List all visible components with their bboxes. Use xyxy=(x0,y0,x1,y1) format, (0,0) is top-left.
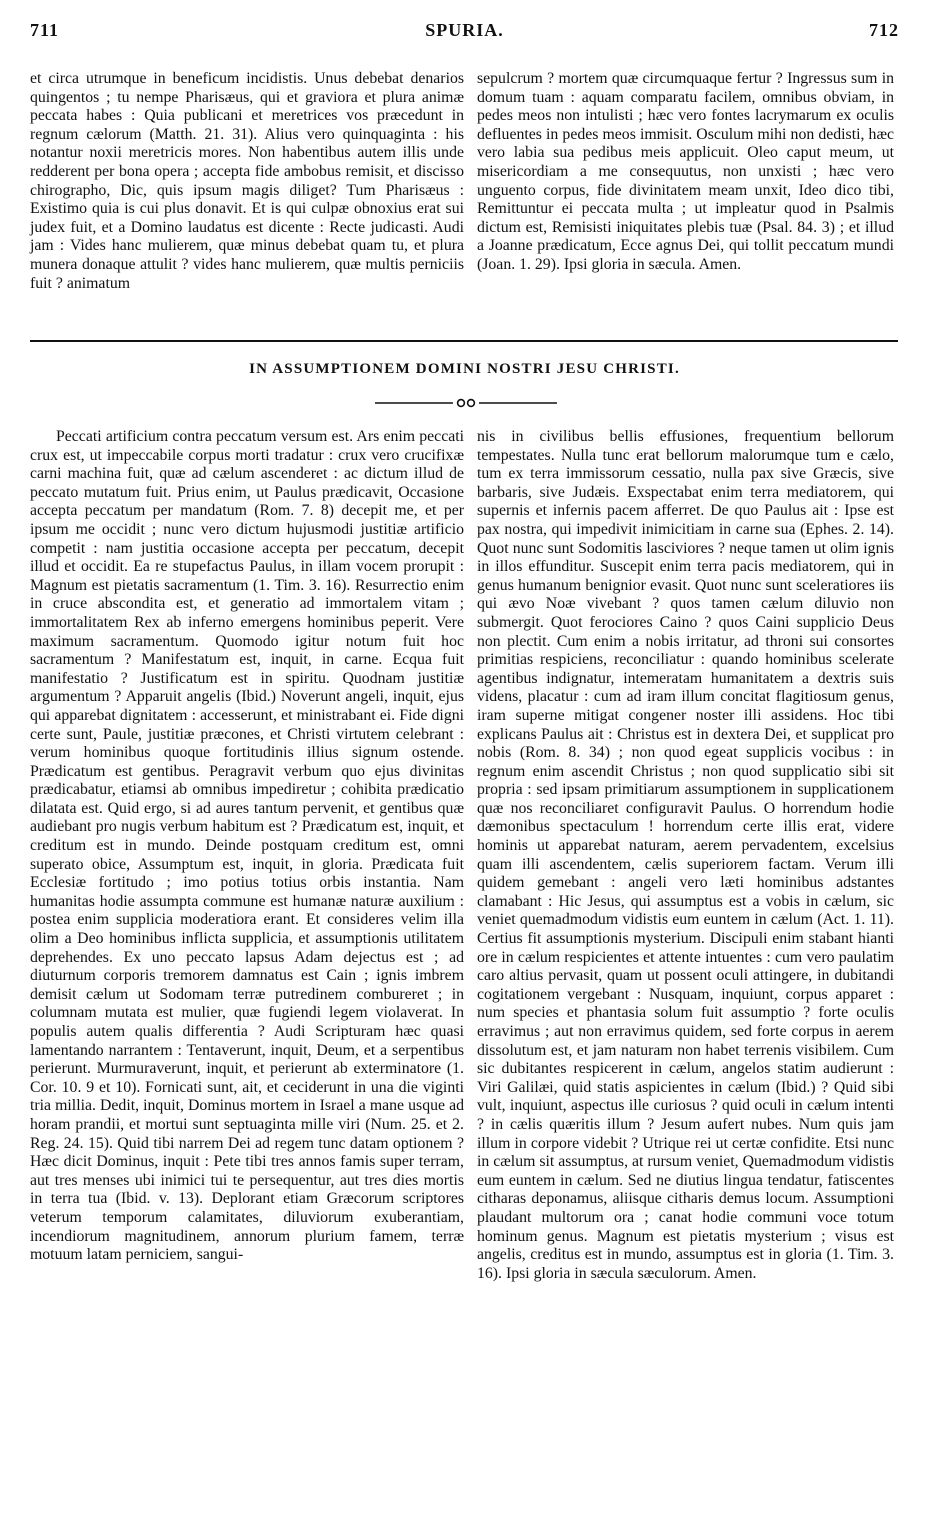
left-page-number: 711 xyxy=(30,20,60,40)
running-title: SPURIA. xyxy=(425,20,504,40)
top-left-column xyxy=(30,70,464,293)
bottom-right-column xyxy=(477,428,894,1283)
top-right-paragraph: sepulcrum ? mortem quæ circumquaque fertur ? Ingressus sum in domum tuam : aquam comparatu facilem, omnibus obviam, in pedes meos non intulisti ; hæc vero fontes lacrymarum ex oculis defluentes in pedes meos immisit. Osculum mihi non dedisti, hæc vero labia sua pedibus meis applicuit. Oleo caput meum, ut misericordiam a me consequutus, non unxisti ; hæc vero unguento corpus, fide divinitatem meam unxit, Ideo dico tibi, Remittuntur ei peccata multa ; ut impleatur quod in Psalmis dictum est, Remisisti iniquitates plebis tuæ (Psal. 84. 3) ; et illud a Joanne prædicatum, Ecce agnus Dei, qui tollit peccatum mundi (Joan. 1. 29). Ipsi gloria in sæcula. Amen. xyxy=(477,70,894,273)
top-left-paragraph: et circa utrumque in beneficum incidistis. Unus debebat denarios quingentos ; tu nempe Pharisæus, qui et graviora et plura animæ peccata habes : Quia publicani et meretrices vos præcedunt in regnum cælorum (Matth. 21. 31). Alius vero quinquaginta : his notantur noxii meretricis mores. Non habentibus autem illis unde redderent per bona opera ; accepta fide ambobus remisit, et discisso chirographo, Dic, quis ipsum magis diliget? Tum Pharisæus : Existimo quia is cui plus donavit. Et is qui culpæ obnoxius erat sui judex fuit, et a Domino laudatus est dicente : Recte judicasti. Audi jam : Vides hanc mulierem, quæ minus debebat quam tu, et plura munera donaque attulit ? vides hanc mulierem, quæ multis perniciis fuit ? animatum xyxy=(30,70,464,292)
right-page-number: 712 xyxy=(869,20,899,40)
top-right-column xyxy=(477,70,894,275)
bottom-right-paragraph: nis in civilibus bellis effusiones, frequentium bellorum tempestates. Nulla tunc erat bellorum malorumque tum e cælo, tum ex terra immissorum cessatio, nulla pax sive Græcis, sive barbaris, sive Judæis. Exspectabat enim terra mediatorem, qui supernis et infernis pacem afferret. De quo Paulus ait : Ipse est pax nostra, qui impedivit inimicitiam in carne sua (Ephes. 2. 14). Quot nunc sunt Sodomitis lasciviores ? neque tamen ut olim ignis in illos effunditur. Suscepit enim terra pacis mediatorem, qui in genus humanum benignior evasit. Quot nunc sunt sceleratiores iis qui ævo Noæ vivebant ? quos tamen cælum diluvio non submergit. Quot ferociores Caino ? quos Caini supplicio Deus non plectit. Cum enim a nobis irritatur, ad throni sui consortes primitias respiciens, reconciliatur : quando hominibus scelerate agentibus indignatur, intemeratam humanitatem a dextris suis videns, placatur : cum ad iram illum concitat flagitiosum genus, iram superne mitigat congener noster illi assidens. Hoc tibi explicans Paulus ait : Christus est in dextera Dei, et supplicat pro nobis (Rom. 8. 34) ; non quod egeat supplicis vocibus : in regnum enim ascendit Christus ; non quod supplicatio sibi sit propria : sed ipsam primitiarum assumptionem in supplicationem quæ nos reconciliaret configuravit Paulus. O horrendum hodie dæmonibus spectaculum ! horrendum certe illis erat, videre hominis ut apparebat naturam, aerem pervadentem, excelsius quam illi ascendentem, cælis superiorem factam. Verum illi quidem gemebant : angeli vero læti hominibus adstantes clamabant : Hic Jesus, qui assumptus est a vobis in cælum, sic veniet quemadmodum vidistis eum euntem in cælum (Act. 1. 11). Certius fit assumptionis mysterium. Discipuli enim stabant hianti ore in cælum respicientes et attente intuentes : cum vero paulatim caro altius pervasit, quam ut possent oculi attingere, in dubitandi cogitationem vergebant : Nusquam, inquiunt, corpus apparet : num species et phantasia solum fuit assumptio ? forte oculis erravimus ; aut non erravimus quidem, sed forte corpus in aerem dissolutum est, et jam naturam non habet terrenis visibilem. Cum sic dubitantes respicerent in cælum, angelos statim audierunt : Viri Galilæi, quid statis aspicientes in cælum (Ibid.) ? Quid sibi vult, inquiunt, aspectus ille curiosus ? quid oculi in cælum intenti ? in cælis quæritis illum ? Jesum aufert nubes. Num quis jam illum in corpore videbit ? Utrique rei ut certæ confidite. Etsi nunc in cælum sit assumptus, at rursum veniet, Quemadmodum vidistis eum euntem in cælum. Sed ne diutius lingua tendatur, fatiscentes citharas deponamus, aliisque citharis demus locum. Assumptioni plaudant multorum ora ; canat hodie communi voce totum hominum genus. Magnum est pietatis mysterium ; visus est angelis, creditus est in mundo, assumptus est in gloria (1. Tim. 3. 16). Ipsi gloria in sæcula sæculorum. Amen. xyxy=(477,428,894,1282)
section-title: IN ASSUMPTIONEM DOMINI NOSTRI JESU CHRISTI. xyxy=(249,361,680,377)
section-divider-rule xyxy=(30,340,898,342)
bottom-left-paragraph: Peccati artificium contra peccatum versum est. Ars enim peccati crux est, ut impeccabile corpus morti tradatur : crux vero crucifixæ carni machina fuit, quæ ad cælum ascenderet : ac dictum illud de peccato mutatum fuit. Prius enim, ut Paulus prædicavit, Occasione accepta peccatum per mandatum (Rom. 7. 8) decepit me, et per ipsum me occidit ; nunc vero dictum hujusmodi justitiæ artificio competit : nam justitia occasione accepta per peccatum, decepit illud et occidit. Ea re stupefactus Paulus, in illam vocem prorupit : Magnum est pietatis sacramentum (1. Tim. 3. 16). Resurrectio enim in cruce abscondita est, et generatio ad immortalem vitam ; immortalitatem Rex ab inferno emergens hominibus peperit. Vere maximum sacramentum. Quomodo igitur notum fuit hoc sacramentum ? Manifestatum est, inquit, in carne. Ecqua fuit manifestatio ? Justificatum est in spiritu. Quodnam justitiæ argumentum ? Apparuit angelis (Ibid.) Noverunt angeli, inquit, ejus qui apparebat dignitatem : accesserunt, et ministrabant ei. Fide digni certe sunt, Paule, justitiæ præcones, et Christi virtutem celebrant : verum hominibus quoque fortitudinis illius signum ostende. Prædicatum est gentibus. Peragravit verbum quo ejus divinitas prædicabatur, etiamsi ab omnibus impediretur ; cohibita prædicatio dilatata est. Quid ergo, si ad aures tantum pervenit, et gentibus quæ audiebant pro nugis verbum habitum est ? Prædicatum est, inquit, et creditum est in mundo. Deinde postquam creditum est, omni superato obice, Assumptum est, inquit, in gloria. Prædicata fuit Ecclesiæ fortitudo ; imo potius totius orbis instantia. Nam humanitas hodie assumpta commune est humanæ naturæ auxilium : postea enim supplicia moderatiora erant. Et consideres velim illa olim a Deo hominibus inflicta supplicia, et assumptionis utilitatem deprehendes. Ex uno peccato lapsus Adam dejectus est ; ad diuturnum corporis tremorem damnatus est Cain ; ignis imbrem demisit cælum ut Sodomam terræ putredinem combureret ; in columnam mutata est mulier, quæ fugiendi legem violaverat. In populis autem qualis differentia ? Audi Scripturam hæc quasi lamentando narrantem : Tentaverunt, inquit, Deum, et a serpentibus perierunt. Murmuraverunt, inquit, et perierunt ab exterminatore (1. Cor. 10. 9 et 10). Fornicati sunt, ait, et ceciderunt in una die viginti tria millia. Dedit, inquit, Dominus mortem in Israel a mane usque ad horam prandii, et mortui sunt septuaginta mille viri (Num. 25. et 2. Reg. 24. 15). Quid tibi narrem Dei ad regem tunc datam optionem ? Hæc dicit Dominus, inquit : Pete tibi tres annos famis super terram, aut tres menses ubi inimici tui te persequentur, aut tres dies mortis in terra tua (Ibid. v. 13). Deplorant etiam Græcorum scriptores veterum temporum calamitates, diluviorum exuberantiam, incendiorum magnitudinem, annorum plurium famem, terræ motuum latam perniciem, sangui- xyxy=(30,428,464,1264)
ornament-divider xyxy=(375,396,557,410)
bottom-left-column xyxy=(30,428,464,1265)
